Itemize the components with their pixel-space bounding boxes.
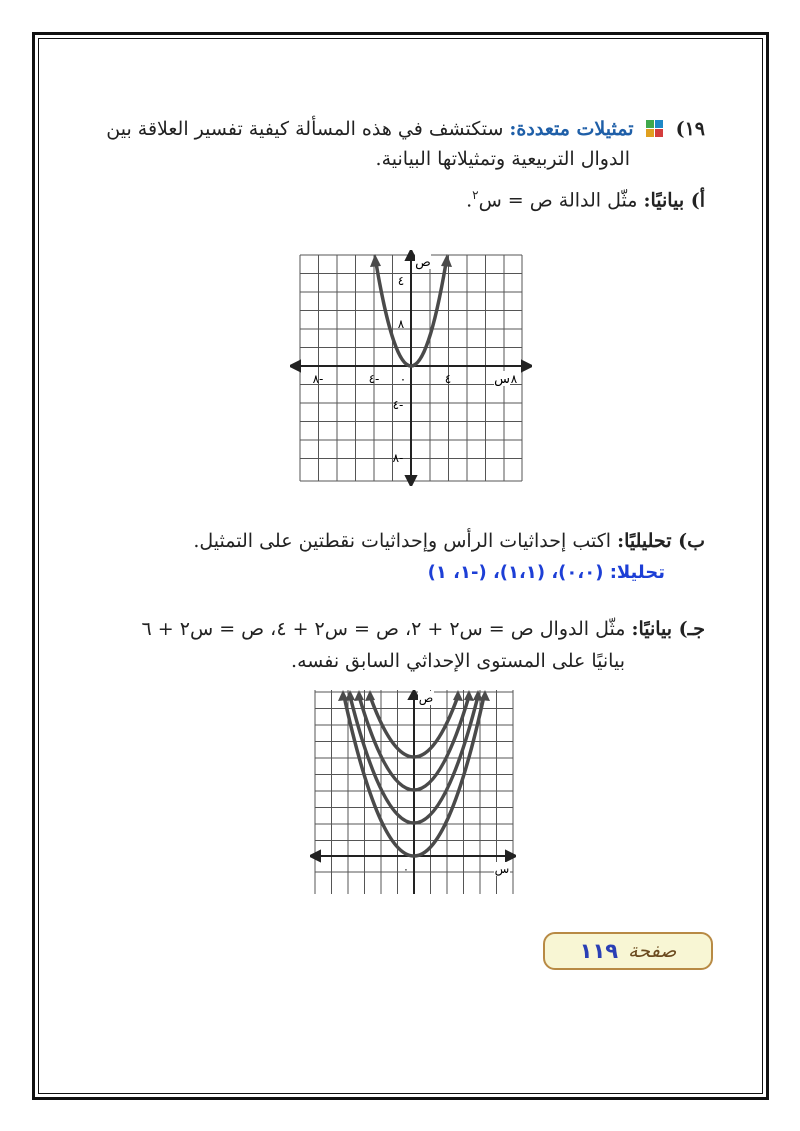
problem-number: ١٩) <box>675 118 705 140</box>
part-b-text: اكتب إحداثيات الرأس وإحداثيات نقطتين على التمثيل. <box>193 530 612 552</box>
x-tick-8: ٨ <box>510 372 518 386</box>
part-b-answer: تحليلا: (٠،٠)، (١،١)، (-١، ١) <box>427 562 665 583</box>
part-c-label: جـ) بيانيًا: <box>631 618 705 640</box>
page-label: صفحة <box>628 940 677 962</box>
multiple-representations-icon <box>646 120 664 138</box>
part-c <box>142 618 705 640</box>
part-b-label: ب) تحليليًا: <box>617 530 705 552</box>
page-number: ١١٩ <box>579 939 619 963</box>
problem-heading <box>106 118 705 140</box>
part-a-label: أ) بيانيًا: <box>643 189 705 212</box>
part-a-text: مثّل الدالة ص = س <box>478 189 638 212</box>
page-number-badge <box>543 932 713 970</box>
problem-title: تمثيلات متعددة: <box>509 118 634 140</box>
part-a-end: . <box>466 189 473 212</box>
x-axis-label-2: س <box>494 862 510 876</box>
part-b <box>193 530 705 552</box>
axes-2 <box>310 690 516 894</box>
y-axis-label-2: ص <box>418 691 434 705</box>
problem-intro-line1: ستكتشف في هذه المسألة كيفية تفسير العلاقة بين <box>106 118 504 140</box>
x-tick-0: ٠ <box>399 372 407 386</box>
x-tick-neg8: ٨- <box>312 372 324 386</box>
curve-arrow-right <box>441 254 452 267</box>
part-c-text-line1: مثّل الدوال ص = س٢ + ٢، ص = س٢ + ٤، ص = س٢ + ٦ <box>141 618 626 640</box>
x-tick-4: ٤ <box>444 372 452 386</box>
axes <box>290 250 532 486</box>
part-c-text-line2: بيانيًا على المستوى الإحداثي السابق نفسه. <box>291 650 625 672</box>
part-a-exponent: ٢ <box>472 188 479 202</box>
y-tick-8: ٨ <box>397 317 405 331</box>
graph-parabolas-family <box>310 690 516 896</box>
x-tick-neg4: ٤- <box>368 372 380 386</box>
y-tick-neg4: ٤- <box>392 398 404 412</box>
x-axis-label: س <box>494 372 510 387</box>
curve-arrow-left <box>370 254 381 267</box>
y-tick-neg8: ٨- <box>392 451 404 465</box>
y-tick-4: ٤ <box>397 274 405 288</box>
part-a <box>466 188 705 211</box>
graph-parabola-y-equals-x-squared <box>290 250 532 486</box>
origin-label-2: ٠ <box>403 863 409 876</box>
y-axis-label: ص <box>415 255 431 270</box>
problem-intro-line2: الدوال التربيعية وتمثيلاتها البيانية. <box>375 148 630 170</box>
